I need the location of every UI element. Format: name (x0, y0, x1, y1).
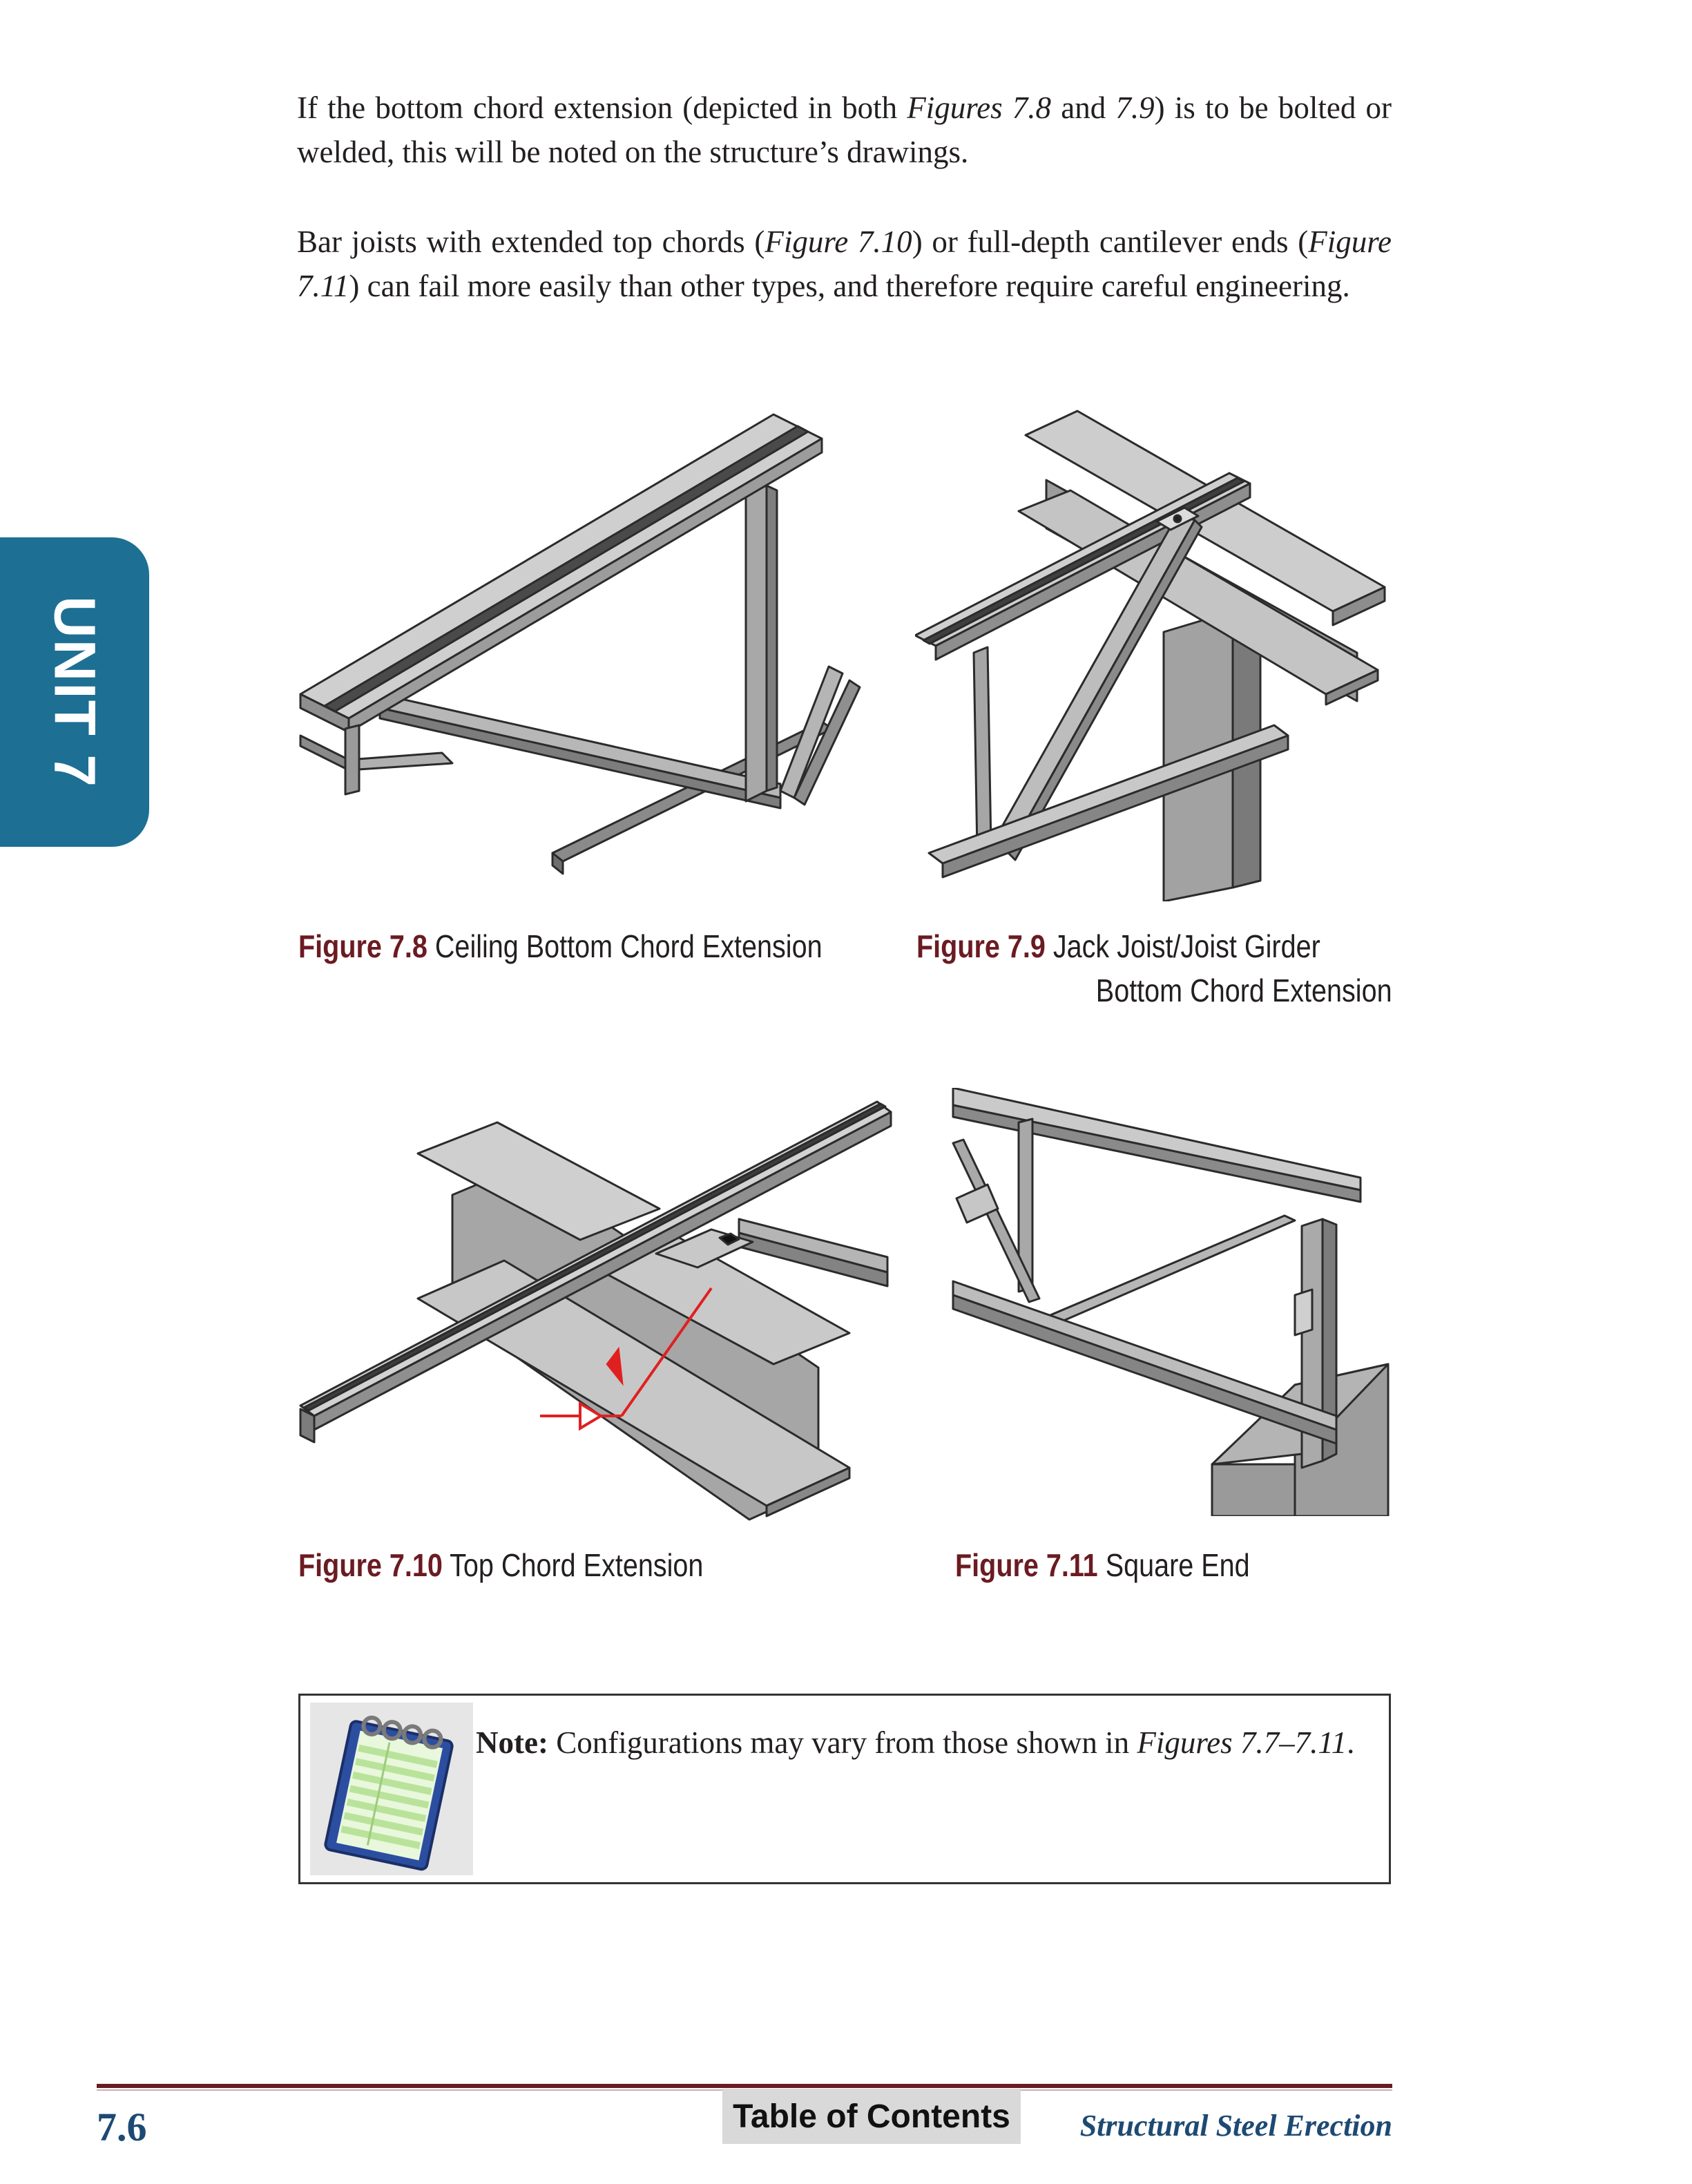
note-body: Configurations may vary from those shown in (548, 1725, 1137, 1760)
p1-text-and: and (1051, 90, 1116, 125)
figure-7-9-caption (916, 924, 1320, 968)
figure-7-9-title-line1: Jack Joist/Joist Girder (1052, 928, 1320, 964)
figure-7-9-label: Figure 7.9 (916, 928, 1046, 964)
p2-text-mid: ) or full-depth cantilever ends ( (912, 224, 1309, 259)
page-number: 7.6 (97, 2105, 147, 2149)
p1-ref-fig-7-8: Figures 7.8 (907, 90, 1052, 125)
figure-7-11-caption (955, 1543, 1250, 1587)
figure-7-8-caption (298, 924, 823, 968)
figure-7-10-image (297, 1091, 894, 1533)
p1-text: If the bottom chord extension (depicted in both (297, 90, 907, 125)
note-text (476, 1721, 1374, 1765)
table-of-contents-button[interactable]: Table of Contents (722, 2089, 1021, 2144)
note-box (298, 1694, 1391, 1884)
p2-text: Bar joists with extended top chords ( (297, 224, 765, 259)
bar-joist-paragraph (297, 220, 1392, 308)
figure-7-10-label: Figure 7.10 (298, 1547, 443, 1583)
figure-7-10-caption (298, 1543, 703, 1587)
figure-7-8-image (297, 404, 863, 901)
figure-7-11-label: Figure 7.11 (955, 1547, 1098, 1583)
square-end-illustration (950, 1088, 1398, 1516)
figure-7-11-title: Square End (1105, 1547, 1250, 1583)
p2-ref-fig-7-10: Figure 7.10 (765, 224, 912, 259)
figure-7-9-image (915, 404, 1398, 901)
figure-7-11-image (950, 1088, 1398, 1516)
p1-text-end: ) is to be bolted or welded, this will be noted on the structure’s drawings. (297, 90, 1392, 169)
top-chord-extension-illustration (297, 1091, 894, 1533)
p1-ref-fig-7-9: 7.9 (1115, 90, 1155, 125)
figure-7-10-title: Top Chord Extension (450, 1547, 704, 1583)
bottom-chord-extension-illustration (297, 404, 863, 901)
jack-joist-girder-illustration (915, 404, 1398, 901)
intro-paragraph (297, 86, 1392, 174)
note-end: . (1347, 1725, 1355, 1760)
notepad-icon (310, 1703, 473, 1875)
unit-tab (0, 537, 149, 847)
note-label: Note: (476, 1725, 548, 1760)
footer-rule (97, 2084, 1392, 2088)
figure-7-8-title: Ceiling Bottom Chord Extension (434, 928, 823, 964)
figure-7-8-label: Figure 7.8 (298, 928, 427, 964)
p2-ref-fig-7-11: Figure 7.11 (297, 224, 1392, 303)
p2-text-end: ) can fail more easily than other types, and therefore require careful engineering. (349, 269, 1350, 303)
figure-7-9-title-line2: Bottom Chord Extension (1096, 973, 1392, 1008)
figure-7-9-caption-line2 (1096, 968, 1392, 1013)
note-figure-ref: Figures 7.7–7.11 (1137, 1725, 1347, 1760)
unit-tab-label: UNIT 7 (42, 595, 108, 789)
book-title: Structural Steel Erection (1079, 2109, 1392, 2143)
